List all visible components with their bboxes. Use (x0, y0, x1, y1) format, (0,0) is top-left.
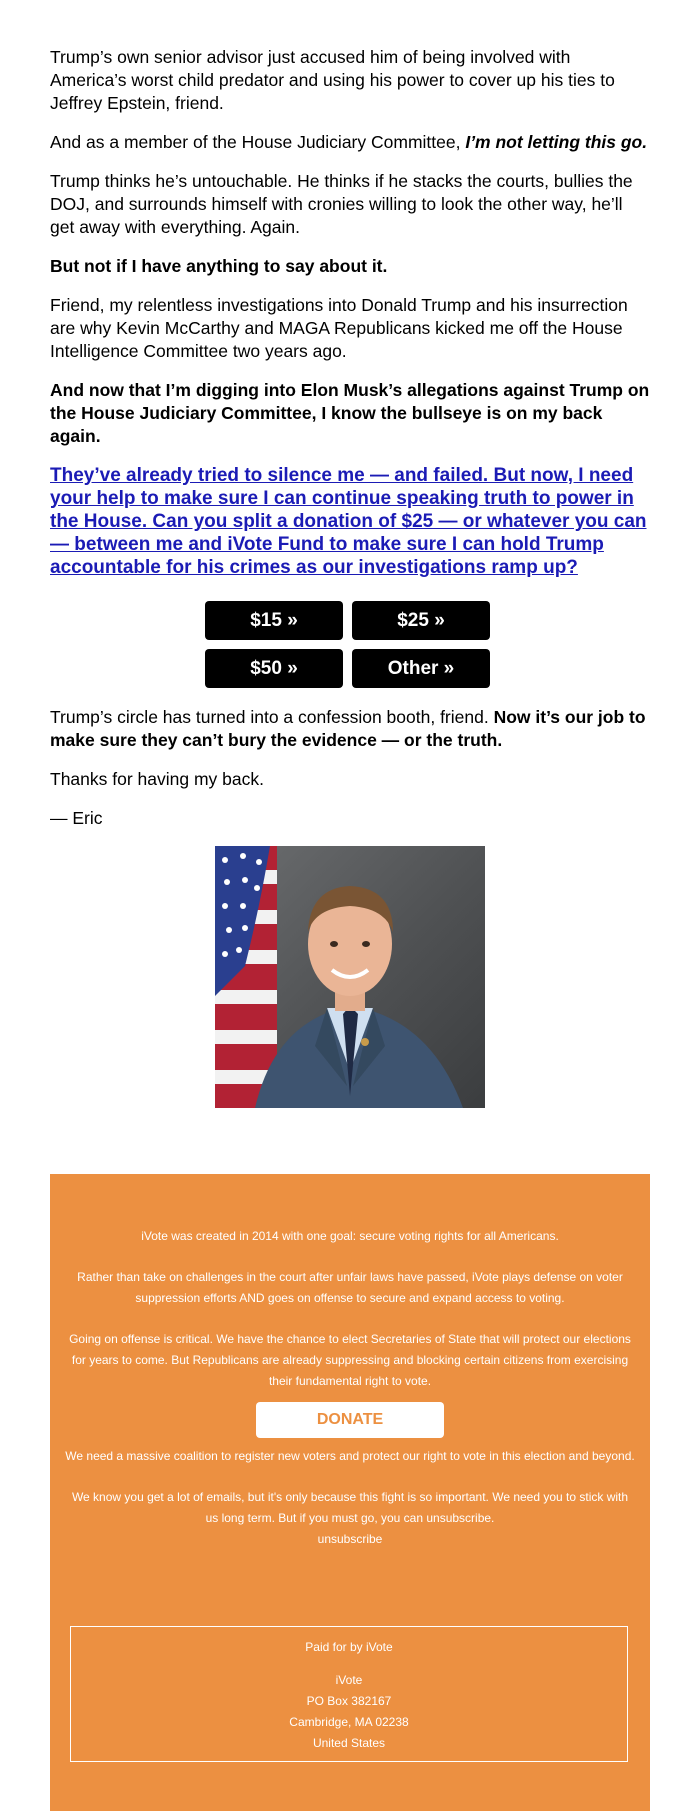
donate-other-button[interactable]: Other » (352, 649, 490, 688)
paragraph-2 (50, 131, 650, 154)
email-body (50, 46, 650, 1108)
paid-for-box (70, 1626, 628, 1762)
paragraph-6: And now that I’m digging into Elon Musk’s allegations against Trump on the House Judiciary Committee, I know the bullseye is on my back again. (50, 380, 650, 446)
address-line-2: PO Box 382167 (306, 1694, 392, 1708)
paragraph-4: But not if I have anything to say about it. (50, 256, 388, 276)
portrait-photo (215, 846, 485, 1108)
donation-button-grid (205, 601, 495, 688)
footer-paragraph-1: iVote was created in 2014 with one goal: secure voting rights for all Americans. (141, 1229, 559, 1243)
footer-paragraph-5: We know you get a lot of emails, but it's only because this fight is so important. We need you to stick with us long term. But if you must go, you can unsubscribe. (71, 1490, 629, 1525)
address-line-4: United States (312, 1736, 386, 1750)
paragraph-5: Friend, my relentless investigations into Donald Trump and his insurrection are why Kevin McCarthy and MAGA Republicans kicked me off the House Intelligence Committee two years ago. (50, 295, 628, 361)
paragraph-1: Trump’s own senior advisor just accused him of being involved with America’s worst child predator and using his power to cover up his ties to Jeffrey Epstein, friend. (50, 47, 615, 113)
paragraph-7-bold: Now it’s our job to make sure they can’t bury the evidence — or the truth. (50, 707, 646, 750)
paragraph-2-emphasis: I’m not letting this go. (465, 132, 648, 152)
footer-paragraph-2: Rather than take on challenges in the court after unfair laws have passed, iVote plays defense on voter suppression efforts AND goes on offense to secure and expand access to voting. (77, 1270, 623, 1305)
address-line-1: iVote (335, 1673, 363, 1687)
portrait-illustration (215, 846, 485, 1108)
paragraph-2-text: And as a member of the House Judiciary Committee, (50, 132, 466, 152)
paragraph-7 (50, 706, 650, 752)
unsubscribe-link[interactable]: unsubscribe (317, 1532, 383, 1546)
footer (50, 1174, 650, 1811)
footer-paragraph-3: Going on offense is critical. We have the chance to elect Secretaries of State that will protect our elections for years to come. But Republicans are already suppressing and blocking certain citizens from exercising their fundamental right to vote. (69, 1332, 631, 1388)
donation-appeal-link[interactable]: They’ve already tried to silence me — and failed. But now, I need your help to make sure I can continue speaking truth to power in the House. Can you split a donation of $25 — or whatever you can — between me and iVote Fund to make sure I can hold Trump accountable for his crimes as our investigations ramp up? (50, 465, 647, 578)
paragraph-8: Thanks for having my back. (50, 769, 264, 789)
donate-25-button[interactable]: $25 » (352, 601, 490, 640)
footer-paragraph-4: We need a massive coalition to register new voters and protect our right to vote in this election and beyond. (65, 1449, 635, 1463)
paid-for-label: Paid for by iVote (305, 1640, 393, 1654)
donate-button[interactable]: DONATE (256, 1402, 444, 1438)
unsubscribe-row (65, 1529, 635, 1550)
paragraph-3: Trump thinks he’s untouchable. He thinks if he stacks the courts, bullies the DOJ, and surrounds himself with cronies willing to look the other way, he’ll get away with everything. Again. (50, 171, 633, 237)
donate-15-button[interactable]: $15 » (205, 601, 343, 640)
address-line-3: Cambridge, MA 02238 (289, 1715, 409, 1729)
signoff: — Eric (50, 808, 103, 828)
donate-50-button[interactable]: $50 » (205, 649, 343, 688)
paragraph-7-text: Trump’s circle has turned into a confession booth, friend. (50, 707, 494, 727)
